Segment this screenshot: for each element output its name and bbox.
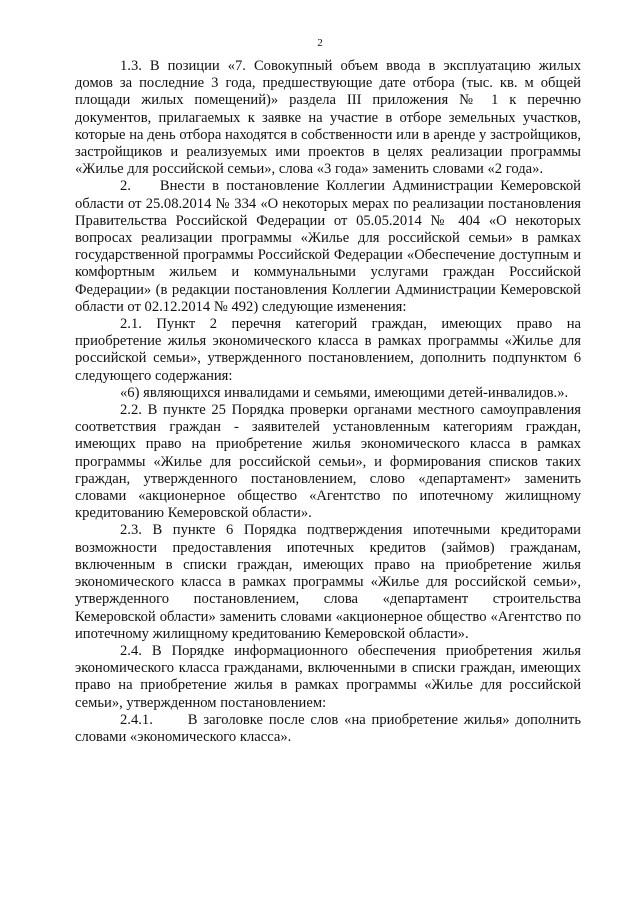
paragraph-2-2: 2.2. В пункте 25 Порядка проверки органами местного самоуправления соответствия граждан - заявителей установленным категориям граждан, имеющих право на приобретение жилья экономического класса в рамках программы «Жилье для российской семьи», и формирования списков таких граждан, утвержденного постановлением, слово «департамент» заменить словами «акционерное общество «Агентство по ипотечному жилищному кредитованию Кемеровской области». bbox=[75, 402, 581, 522]
paragraph-1-3: 1.3. В позиции «7. Совокупный объем ввода в эксплуатацию жилых домов за последние 3 года, предшествующие дате отбора (тыс. кв. м общей площади жилых помещений)» раздела III приложения № 1 к перечню документов, прилагаемых к заявке на участие в отборе земельных участков, которые на день отбора находятся в собственности или в аренде у застройщиков, застройщиков и реализуемых ими проектов в целях реализации программы «Жилье для российской семьи», слова «3 года» заменить словами «2 года». bbox=[75, 58, 581, 178]
paragraph-2-1-quote: «6) являющихся инвалидами и семьями, имеющими детей-инвалидов.». bbox=[120, 384, 569, 401]
document-body bbox=[75, 58, 581, 746]
paragraph-2: 2. Внести в постановление Коллегии Администрации Кемеровской области от 25.08.2014 № 334 «О некоторых мерах по реализации постановления Правительства Российской Федерации от 05.05.2014 № 404 «О некоторых вопросах реализации программы «Жилье для российской семьи» в рамках государственной программы Российской Федерации «Обеспечение доступным и комфортным жильем и коммунальными услугами граждан Российской Федерации» (в редакции постановления Коллегии Администрации Кемеровской области от 02.12.2014 № 492) следующие изменения: bbox=[75, 178, 581, 315]
paragraph-2-1: 2.1. Пункт 2 перечня категорий граждан, имеющих право на приобретение жилья экономического класса в рамках программы «Жилье для российской семьи», утвержденного постановлением, дополнить подпунктом 6 следующего содержания: bbox=[75, 316, 581, 384]
paragraph-2-4-1: 2.4.1. В заголовке после слов «на приобретение жилья» дополнить словами «экономического класса». bbox=[75, 711, 581, 745]
paragraph-2-3: 2.3. В пункте 6 Порядка подтверждения ипотечными кредиторами возможности предоставления ипотечных кредитов (займов) гражданам, включенным в списки граждан, имеющих право на приобретение жилья экономического класса в рамках программы «Жилье для российской семьи», утвержденного постановлением, слова «департамент строительства Кемеровской области» заменить словами «акционерное общество «Агентство по ипотечному жилищному кредитованию Кемеровской области». bbox=[75, 522, 581, 642]
page-number: 2 bbox=[317, 37, 323, 49]
paragraph-2-4: 2.4. В Порядке информационного обеспечения приобретения жилья экономического класса гражданами, включенными в списки граждан, имеющих право на приобретение жилья в рамках программы «Жилье для российской семьи», утвержденном постановлением: bbox=[75, 642, 581, 711]
